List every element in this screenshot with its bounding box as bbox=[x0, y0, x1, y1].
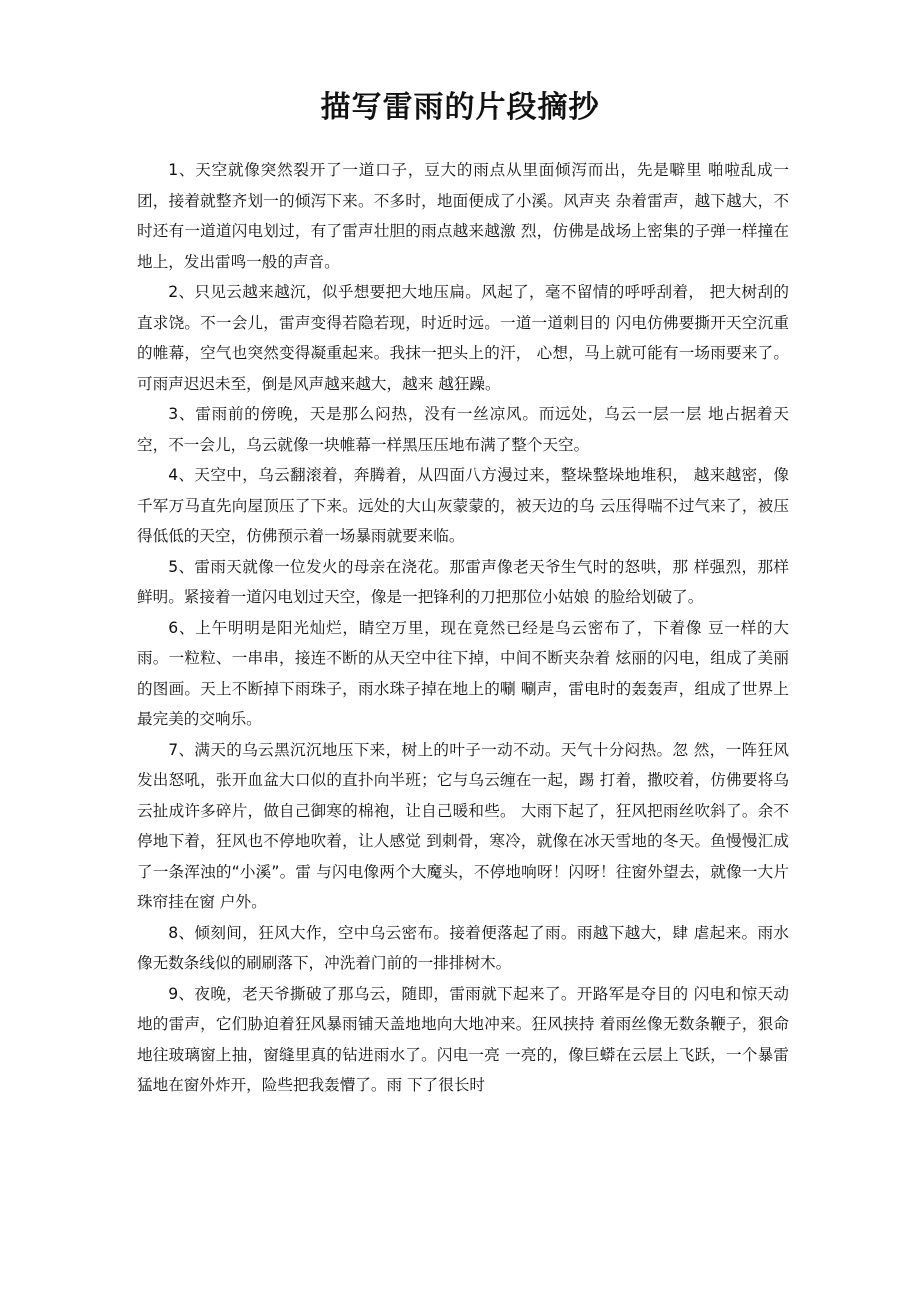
paragraph-1: 1、天空就像突然裂开了一道口子，豆大的雨点从里面倾泻而出，先是噼里 啪啦乱成一团，接着就整齐划一的倾泻下来。不多时，地面便成了小溪。风声夹 杂着雷声，越下越大，不时还有一道道闪电划过，有了雷声壮胆的雨点越来越激 烈，仿佛是战场上密集的子弹一样撞在地上，发出雷鸣一般的声音。 bbox=[137, 161, 789, 271]
paragraph-5: 5、雷雨天就像一位发火的母亲在浇花。那雷声像老天爷生气时的怒哄，那 样强烈，那样鲜明。紧接着一道闪电划过天空，像是一把锋利的刀把那位小姑娘 的脸给划破了。 bbox=[137, 557, 789, 606]
document-title: 描写雷雨的片段摘抄 bbox=[320, 90, 600, 125]
paragraph-3: 3、雷雨前的傍晚，天是那么闷热，没有一丝凉风。而远处，乌云一层一层 地占据着天空，不一会儿，乌云就像一块帷幕一样黑压压地布满了整个天空。 bbox=[137, 405, 789, 454]
paragraph-2: 2、只见云越来越沉，似乎想要把大地压扁。风起了，毫不留情的呼呼刮着， 把大树刮的直求饶。不一会儿，雷声变得若隐若现，时近时远。一道一道刺目的 闪电仿佛要撕开天空沉重的帷幕，空气也突然变得凝重起来。我抹一把头上的汗， 心想，马上就可能有一场雨要来了。可雨声迟迟未至，倒是风声越来越大，越来 越狂躁。 bbox=[137, 283, 789, 393]
paragraph-9: 9、夜晚，老天爷撕破了那乌云，随即，雷雨就下起来了。开路军是夺目的 闪电和惊天动地的雷声，它们胁迫着狂风暴雨铺天盖地地向大地冲来。狂风挟持 着雨丝像无数条鞭子，狠命地往玻璃窗上抽，窗缝里真的钻进雨水了。闪电一亮 一亮的，像巨蟒在云层上飞跃，一个暴雷猛地在窗外炸开，险些把我轰懵了。雨 下了很长时 bbox=[137, 984, 789, 1094]
paragraph-6: 6、上午明明是阳光灿烂，睛空万里，现在竟然已经是乌云密布了，下着像 豆一样的大雨。一粒粒、一串串，接连不断的从天空中往下掉，中间不断夹杂着 炫丽的闪电，组成了美丽的图画。天上不断掉下雨珠子，雨水珠子掉在地上的唰 唰声，雷电时的轰轰声，组成了世界上最完美的交响乐。 bbox=[137, 618, 789, 728]
paragraph-4: 4、天空中，乌云翻滚着，奔腾着，从四面八方漫过来，整垛整垛地堆积， 越来越密，像千军万马直先向屋顶压了下来。远处的大山灰蒙蒙的，被天边的乌 云压得喘不过气来了，被压得低低的天空，仿佛预示着一场暴雨就要来临。 bbox=[137, 466, 789, 545]
document-body bbox=[137, 155, 789, 1101]
paragraph-7: 7、满天的乌云黑沉沉地压下来，树上的叶子一动不动。天气十分闷热。忽 然，一阵狂风发出怒吼，张开血盆大口似的直扑向半班；它与乌云缠在一起，踢 打着，撒咬着，仿佛要将乌云扯成许多碎片，做自己御寒的棉袍，让自己暖和些。 大雨下起了，狂风把雨丝吹斜了。余不停地下着，狂风也不停地吹着，让人感觉 到刺骨，寒冷，就像在冰天雪地的冬天。鱼慢慢汇成了一条浑浊的“小溪”。雷 与闪电像两个大魔头，不停地响呀！闪呀！往窗外望去，就像一大片珠帘挂在窗 户外。 bbox=[137, 740, 789, 911]
paragraph-8: 8、倾刻间，狂风大作，空中乌云密布。接着便落起了雨。雨越下越大，肆 虐起来。雨水像无数条线似的刷刷落下，冲洗着门前的一排排树木。 bbox=[137, 923, 789, 972]
